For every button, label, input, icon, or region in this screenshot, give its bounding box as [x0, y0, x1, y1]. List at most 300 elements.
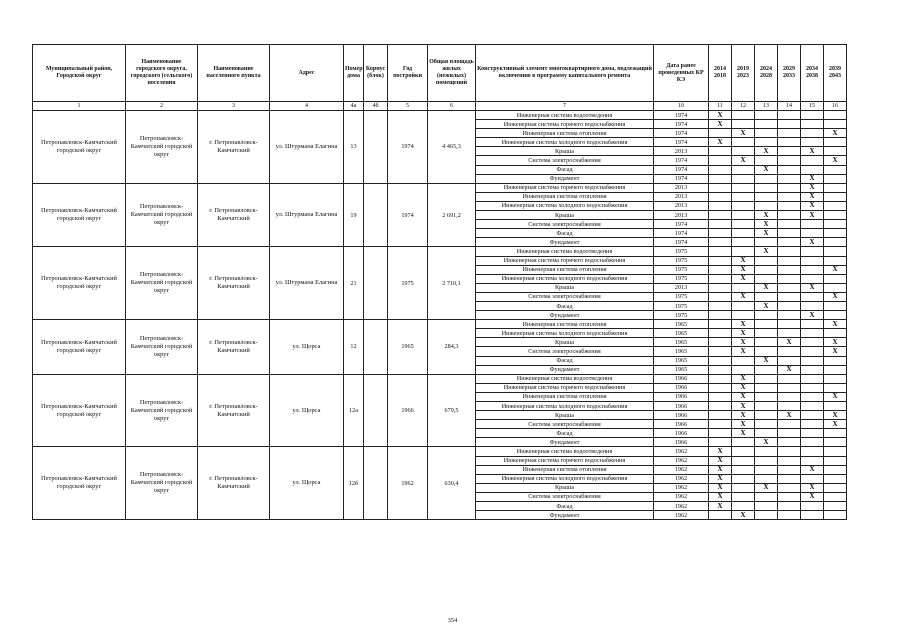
cell-element: Система электроснабжения	[476, 292, 654, 301]
header-element: Конструктивный элемент многоквартирного дома, подлежащий включению в программу капитального ремонта	[476, 45, 654, 102]
cell-period-mark	[801, 265, 824, 274]
cell-prior-date: 1974	[654, 220, 709, 229]
cell-period-mark	[709, 365, 732, 374]
cell-period-mark: X	[732, 402, 755, 411]
cell-municipality: Петропавловск-Камчатский городской округ	[33, 374, 126, 447]
column-number: 1	[33, 102, 126, 111]
cell-house-number: 12б	[344, 447, 364, 520]
cell-year-built: 1974	[388, 111, 428, 184]
cell-period-mark	[732, 283, 755, 292]
cell-prior-date: 1965	[654, 356, 709, 365]
cell-period-mark	[801, 292, 824, 301]
cell-element: Инженерная система водоотведения	[476, 447, 654, 456]
cell-period-mark: X	[755, 356, 778, 365]
cell-period-mark	[801, 320, 824, 329]
cell-period-mark	[778, 156, 801, 165]
cell-period-mark	[824, 356, 847, 365]
cell-period-mark	[732, 247, 755, 256]
cell-element: Фасад	[476, 301, 654, 310]
cell-address: ул. Штурмана Елагина	[270, 111, 344, 184]
cell-address: ул. Штурмана Елагина	[270, 183, 344, 247]
cell-period-mark: X	[709, 483, 732, 492]
cell-period-mark: X	[801, 211, 824, 220]
cell-period-mark	[755, 456, 778, 465]
cell-period-mark: X	[755, 211, 778, 220]
cell-period-mark	[824, 329, 847, 338]
cell-period-mark	[755, 365, 778, 374]
cell-prior-date: 1975	[654, 301, 709, 310]
cell-locality: г. Петропавловск-Камчатский	[198, 320, 270, 375]
cell-year-built: 1966	[388, 374, 428, 447]
cell-period-mark	[732, 456, 755, 465]
cell-period-mark	[824, 374, 847, 383]
cell-prior-date: 1974	[654, 156, 709, 165]
cell-period-mark	[709, 338, 732, 347]
cell-period-mark: X	[732, 156, 755, 165]
cell-period-mark	[755, 492, 778, 501]
cell-element: Фасад	[476, 165, 654, 174]
cell-period-mark	[824, 147, 847, 156]
cell-prior-date: 2013	[654, 211, 709, 220]
cell-period-mark	[709, 392, 732, 401]
cell-period-mark	[824, 183, 847, 192]
cell-period-mark	[755, 256, 778, 265]
cell-period-mark: X	[755, 247, 778, 256]
cell-period-mark	[755, 238, 778, 247]
cell-period-mark: X	[824, 420, 847, 429]
cell-prior-date: 1962	[654, 447, 709, 456]
cell-element: Инженерная система отопления	[476, 392, 654, 401]
table-body	[33, 111, 847, 520]
cell-period-mark	[778, 147, 801, 156]
cell-period-mark: X	[732, 338, 755, 347]
cell-period-mark	[755, 129, 778, 138]
column-number: 13	[755, 102, 778, 111]
cell-element: Инженерная система холодного водоснабжения	[476, 138, 654, 147]
cell-period-mark	[732, 183, 755, 192]
cell-period-mark	[778, 165, 801, 174]
cell-period-mark	[824, 165, 847, 174]
cell-element: Система электроснабжения	[476, 156, 654, 165]
cell-period-mark: X	[732, 411, 755, 420]
table-row	[33, 247, 847, 256]
cell-settlement: Петропавловск-Камчатский городской округ	[126, 111, 198, 184]
cell-period-mark	[778, 174, 801, 183]
cell-period-mark: X	[709, 111, 732, 120]
cell-period-mark: X	[732, 320, 755, 329]
cell-area: 630,4	[428, 447, 476, 520]
cell-prior-date: 1974	[654, 165, 709, 174]
cell-prior-date: 1974	[654, 238, 709, 247]
cell-period-mark	[778, 120, 801, 129]
cell-prior-date: 1965	[654, 320, 709, 329]
cell-prior-date: 1966	[654, 374, 709, 383]
cell-period-mark	[709, 156, 732, 165]
cell-element: Инженерная система отопления	[476, 265, 654, 274]
cell-period-mark: X	[824, 265, 847, 274]
cell-period-mark	[755, 474, 778, 483]
cell-period-mark	[732, 447, 755, 456]
cell-area: 2 691,2	[428, 183, 476, 247]
cell-prior-date: 2013	[654, 201, 709, 210]
cell-period-mark	[824, 438, 847, 447]
cell-period-mark	[755, 265, 778, 274]
cell-period-mark	[801, 374, 824, 383]
cell-period-mark	[732, 356, 755, 365]
cell-period-mark	[824, 256, 847, 265]
cell-period-mark: X	[801, 147, 824, 156]
cell-period-mark	[732, 174, 755, 183]
cell-period-mark	[801, 329, 824, 338]
cell-element: Фасад	[476, 502, 654, 511]
cell-element: Инженерная система холодного водоснабжения	[476, 402, 654, 411]
cell-element: Инженерная система холодного водоснабжения	[476, 201, 654, 210]
column-number: 2	[126, 102, 198, 111]
cell-prior-date: 1975	[654, 247, 709, 256]
cell-prior-date: 1962	[654, 483, 709, 492]
cell-period-mark	[709, 229, 732, 238]
table-row	[33, 111, 847, 120]
cell-period-mark	[801, 347, 824, 356]
cell-period-mark	[709, 301, 732, 310]
header-area: Общая площадь жилых (нежилых) помещений	[428, 45, 476, 102]
cell-element: Инженерная система горячего водоснабжения	[476, 256, 654, 265]
cell-period-mark	[778, 192, 801, 201]
cell-period-mark	[778, 183, 801, 192]
cell-period-mark	[801, 429, 824, 438]
cell-prior-date: 1974	[654, 138, 709, 147]
cell-period-mark: X	[755, 438, 778, 447]
cell-period-mark	[778, 274, 801, 283]
cell-period-mark	[709, 320, 732, 329]
cell-period-mark	[732, 483, 755, 492]
column-number: 7	[476, 102, 654, 111]
cell-period-mark	[778, 283, 801, 292]
cell-block	[364, 247, 388, 320]
header-address: Адрес	[270, 45, 344, 102]
cell-block	[364, 320, 388, 375]
cell-element: Фундамент	[476, 438, 654, 447]
cell-period-mark: X	[755, 283, 778, 292]
cell-period-mark	[801, 383, 824, 392]
cell-period-mark	[755, 138, 778, 147]
cell-period-mark	[755, 156, 778, 165]
cell-period-mark: X	[778, 365, 801, 374]
cell-period-mark: X	[778, 338, 801, 347]
cell-period-mark	[824, 311, 847, 320]
cell-element: Инженерная система холодного водоснабжения	[476, 474, 654, 483]
cell-year-built: 1962	[388, 447, 428, 520]
cell-period-mark: X	[824, 411, 847, 420]
cell-prior-date: 1966	[654, 429, 709, 438]
cell-period-mark	[755, 320, 778, 329]
header-house: Номер дома	[344, 45, 364, 102]
cell-period-mark: X	[755, 147, 778, 156]
cell-period-mark	[755, 111, 778, 120]
cell-period-mark	[755, 201, 778, 210]
cell-period-mark: X	[755, 165, 778, 174]
cell-period-mark	[778, 247, 801, 256]
cell-period-mark	[824, 192, 847, 201]
cell-period-mark	[732, 192, 755, 201]
cell-period-mark	[824, 429, 847, 438]
cell-prior-date: 1965	[654, 365, 709, 374]
cell-period-mark	[709, 374, 732, 383]
cell-settlement: Петропавловск-Камчатский городской округ	[126, 447, 198, 520]
cell-element: Фасад	[476, 229, 654, 238]
cell-period-mark	[732, 120, 755, 129]
cell-period-mark: X	[824, 292, 847, 301]
page-number: 354	[447, 617, 458, 624]
capital-repair-table	[32, 44, 847, 520]
cell-period-mark	[755, 311, 778, 320]
cell-period-mark	[778, 347, 801, 356]
cell-period-mark: X	[824, 156, 847, 165]
cell-period-mark	[778, 511, 801, 520]
cell-period-mark: X	[824, 392, 847, 401]
cell-prior-date: 1974	[654, 120, 709, 129]
cell-period-mark	[824, 138, 847, 147]
cell-period-mark: X	[801, 183, 824, 192]
cell-period-mark	[755, 392, 778, 401]
cell-period-mark	[778, 429, 801, 438]
cell-period-mark: X	[732, 429, 755, 438]
cell-element: Инженерная система отопления	[476, 320, 654, 329]
column-number: 11	[709, 102, 732, 111]
cell-block	[364, 183, 388, 247]
cell-period-mark: X	[824, 320, 847, 329]
cell-period-mark	[824, 511, 847, 520]
cell-municipality: Петропавловск-Камчатский городской округ	[33, 447, 126, 520]
column-number: 15	[801, 102, 824, 111]
cell-period-mark	[709, 274, 732, 283]
cell-area: 679,5	[428, 374, 476, 447]
cell-house-number: 12	[344, 320, 364, 375]
cell-period-mark	[824, 301, 847, 310]
cell-locality: г. Петропавловск-Камчатский	[198, 374, 270, 447]
cell-period-mark	[824, 456, 847, 465]
cell-period-mark: X	[801, 201, 824, 210]
cell-municipality: Петропавловск-Камчатский городской округ	[33, 111, 126, 184]
cell-settlement: Петропавловск-Камчатский городской округ	[126, 374, 198, 447]
cell-period-mark: X	[824, 129, 847, 138]
header-period: 2034 2038	[801, 45, 824, 102]
cell-period-mark	[801, 156, 824, 165]
cell-period-mark	[709, 411, 732, 420]
cell-prior-date: 1974	[654, 111, 709, 120]
cell-period-mark	[732, 138, 755, 147]
cell-period-mark	[801, 138, 824, 147]
cell-prior-date: 2013	[654, 183, 709, 192]
cell-period-mark	[824, 229, 847, 238]
cell-period-mark	[778, 311, 801, 320]
cell-period-mark: X	[709, 447, 732, 456]
cell-period-mark	[732, 492, 755, 501]
cell-period-mark	[709, 183, 732, 192]
cell-municipality: Петропавловск-Камчатский городской округ	[33, 320, 126, 375]
cell-element: Инженерная система горячего водоснабжения	[476, 120, 654, 129]
cell-period-mark	[778, 502, 801, 511]
cell-period-mark	[709, 174, 732, 183]
cell-element: Фундамент	[476, 238, 654, 247]
cell-period-mark: X	[732, 129, 755, 138]
cell-period-mark	[778, 483, 801, 492]
cell-period-mark	[709, 438, 732, 447]
cell-period-mark: X	[801, 283, 824, 292]
cell-house-number: 21	[344, 247, 364, 320]
cell-period-mark	[755, 465, 778, 474]
cell-prior-date: 1962	[654, 511, 709, 520]
cell-period-mark	[755, 383, 778, 392]
cell-period-mark	[778, 229, 801, 238]
cell-period-mark	[801, 411, 824, 420]
cell-period-mark: X	[732, 274, 755, 283]
cell-period-mark	[801, 120, 824, 129]
cell-period-mark: X	[824, 338, 847, 347]
cell-period-mark	[732, 365, 755, 374]
cell-element: Инженерная система горячего водоснабжения	[476, 456, 654, 465]
cell-period-mark: X	[732, 511, 755, 520]
cell-period-mark	[755, 402, 778, 411]
cell-period-mark	[801, 402, 824, 411]
cell-period-mark	[778, 447, 801, 456]
cell-element: Инженерная система холодного водоснабжения	[476, 274, 654, 283]
column-number: 5	[388, 102, 428, 111]
cell-prior-date: 1966	[654, 420, 709, 429]
cell-element: Фундамент	[476, 174, 654, 183]
cell-locality: г. Петропавловск-Камчатский	[198, 183, 270, 247]
column-number: 3	[198, 102, 270, 111]
cell-period-mark	[801, 420, 824, 429]
cell-period-mark	[801, 274, 824, 283]
cell-period-mark: X	[709, 138, 732, 147]
cell-element: Система электроснабжения	[476, 492, 654, 501]
cell-block	[364, 447, 388, 520]
cell-period-mark	[709, 283, 732, 292]
cell-period-mark	[778, 256, 801, 265]
cell-period-mark	[824, 220, 847, 229]
cell-period-mark	[824, 247, 847, 256]
cell-period-mark	[778, 211, 801, 220]
cell-period-mark	[778, 201, 801, 210]
cell-period-mark	[824, 383, 847, 392]
cell-period-mark	[801, 474, 824, 483]
cell-block	[364, 111, 388, 184]
cell-element: Система электроснабжения	[476, 220, 654, 229]
cell-period-mark	[778, 420, 801, 429]
cell-address: ул. Щорса	[270, 320, 344, 375]
cell-period-mark	[778, 402, 801, 411]
cell-period-mark: X	[732, 383, 755, 392]
cell-prior-date: 1974	[654, 129, 709, 138]
cell-period-mark	[778, 329, 801, 338]
cell-period-mark	[755, 420, 778, 429]
cell-period-mark	[801, 447, 824, 456]
cell-element: Система электроснабжения	[476, 347, 654, 356]
cell-element: Инженерная система водоотведения	[476, 247, 654, 256]
cell-prior-date: 1965	[654, 329, 709, 338]
cell-year-built: 1965	[388, 320, 428, 375]
cell-period-mark	[801, 502, 824, 511]
cell-period-mark	[709, 220, 732, 229]
cell-period-mark	[778, 392, 801, 401]
cell-period-mark: X	[732, 265, 755, 274]
cell-period-mark	[755, 338, 778, 347]
cell-period-mark	[778, 301, 801, 310]
cell-period-mark	[732, 311, 755, 320]
cell-period-mark	[709, 347, 732, 356]
cell-prior-date: 1962	[654, 456, 709, 465]
cell-period-mark: X	[732, 392, 755, 401]
cell-house-number: 12а	[344, 374, 364, 447]
cell-period-mark	[755, 192, 778, 201]
cell-period-mark: X	[709, 465, 732, 474]
cell-element: Инженерная система водоотведения	[476, 374, 654, 383]
cell-period-mark	[709, 265, 732, 274]
cell-element: Крыша	[476, 211, 654, 220]
cell-prior-date: 1974	[654, 229, 709, 238]
cell-house-number: 19	[344, 183, 364, 247]
cell-prior-date: 2013	[654, 147, 709, 156]
cell-period-mark	[709, 292, 732, 301]
cell-prior-date: 1966	[654, 411, 709, 420]
cell-period-mark	[824, 283, 847, 292]
cell-prior-date: 1975	[654, 292, 709, 301]
header-prior: Дата ранее проведенных КР КЭ	[654, 45, 709, 102]
cell-area: 2 710,1	[428, 247, 476, 320]
cell-period-mark	[778, 138, 801, 147]
cell-period-mark: X	[709, 120, 732, 129]
cell-prior-date: 1966	[654, 438, 709, 447]
cell-address: ул. Щорса	[270, 447, 344, 520]
cell-element: Крыша	[476, 147, 654, 156]
cell-locality: г. Петропавловск-Камчатский	[198, 247, 270, 320]
cell-area: 4 465,3	[428, 111, 476, 184]
cell-period-mark	[709, 165, 732, 174]
cell-period-mark	[824, 447, 847, 456]
cell-period-mark	[709, 429, 732, 438]
cell-prior-date: 1974	[654, 174, 709, 183]
cell-period-mark	[824, 111, 847, 120]
cell-period-mark: X	[732, 420, 755, 429]
cell-prior-date: 1975	[654, 256, 709, 265]
cell-period-mark	[801, 338, 824, 347]
header-locality: Наименование населенного пункта	[198, 45, 270, 102]
cell-period-mark	[732, 301, 755, 310]
cell-period-mark: X	[732, 347, 755, 356]
cell-period-mark	[778, 320, 801, 329]
table-row	[33, 320, 847, 329]
cell-period-mark	[709, 420, 732, 429]
cell-period-mark	[709, 311, 732, 320]
cell-municipality: Петропавловск-Камчатский городской округ	[33, 183, 126, 247]
cell-element: Крыша	[476, 338, 654, 347]
cell-period-mark	[824, 274, 847, 283]
cell-element: Инженерная система горячего водоснабжения	[476, 183, 654, 192]
cell-period-mark	[778, 456, 801, 465]
cell-period-mark	[732, 438, 755, 447]
cell-period-mark	[778, 356, 801, 365]
cell-period-mark: X	[709, 456, 732, 465]
cell-period-mark: X	[755, 229, 778, 238]
cell-period-mark	[778, 374, 801, 383]
cell-period-mark	[755, 174, 778, 183]
cell-settlement: Петропавловск-Камчатский городской округ	[126, 247, 198, 320]
cell-period-mark	[824, 174, 847, 183]
cell-element: Фундамент	[476, 365, 654, 374]
cell-element: Инженерная система водоотведения	[476, 111, 654, 120]
cell-element: Крыша	[476, 483, 654, 492]
